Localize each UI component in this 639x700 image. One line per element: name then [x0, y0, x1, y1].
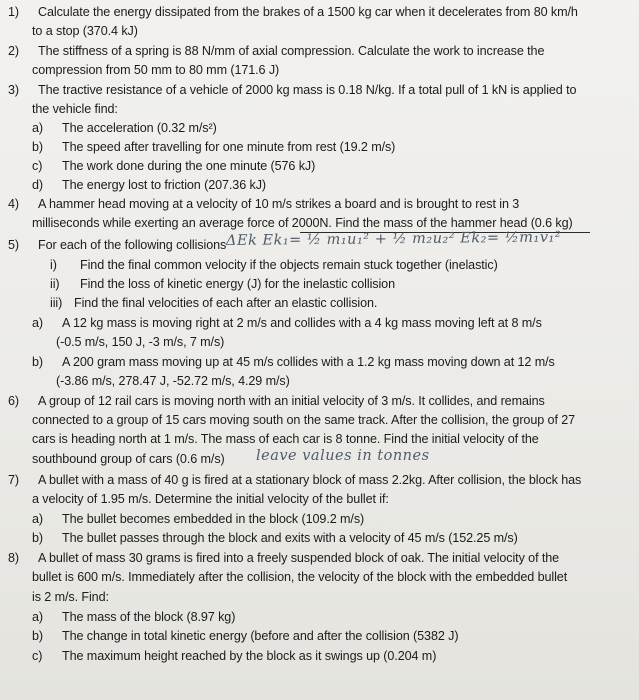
item-text: milliseconds while exerting an average force of 2000N. Find the mass of the hammer head (0.6 kg): [32, 216, 573, 230]
problem-line: [32, 215, 573, 231]
item-text: the vehicle find:: [32, 102, 118, 116]
item-text: A 200 gram mass moving up at 45 m/s collides with a 1.2 kg mass moving down at 12 m/s: [62, 355, 555, 369]
item-text: compression from 50 mm to 80 mm (171.6 J): [32, 63, 280, 77]
problem-line-numbered: [32, 648, 436, 664]
item-text: A group of 12 rail cars is moving north with an initial velocity of 3 m/s. It collides, and remains: [38, 394, 545, 408]
problem-line-numbered: [8, 472, 581, 488]
item-number: a): [32, 610, 43, 624]
problem-line-numbered: [8, 550, 559, 566]
problem-line-numbered: [8, 393, 545, 409]
item-number: 7): [8, 473, 19, 487]
problem-line: [56, 334, 224, 350]
problem-line-numbered: [32, 609, 235, 625]
item-number: 8): [8, 551, 19, 565]
problem-line: [32, 491, 389, 507]
item-text: The bullet becomes embedded in the block (109.2 m/s): [62, 512, 365, 526]
item-text: connected to a group of 15 cars moving south on the same track. After the collision, the group of 27: [32, 413, 576, 427]
problem-line: [32, 101, 118, 117]
handwritten-note-tonnes: leave values in tonnes: [256, 448, 430, 464]
item-text: bullet is 600 m/s. Immediately after the collision, the velocity of the block with the embedded bullet: [32, 570, 568, 584]
item-number: a): [32, 121, 43, 135]
problem-line-numbered: [32, 628, 458, 644]
problem-line: [32, 412, 575, 428]
item-text: The speed after travelling for one minute from rest (19.2 m/s): [62, 140, 396, 154]
problem-line-numbered: [32, 177, 266, 193]
item-number: a): [32, 512, 43, 526]
item-number: ii): [50, 277, 60, 291]
problem-line-numbered: [32, 158, 315, 174]
item-text: cars is heading north at 1 m/s. The mass of each car is 8 tonne. Find the initial velocity of the: [32, 432, 539, 446]
problem-line-numbered: [32, 530, 518, 546]
item-text: The work done during the one minute (576 kJ): [62, 159, 316, 173]
item-number: 1): [8, 5, 19, 19]
item-text: southbound group of cars (0.6 m/s): [32, 452, 225, 466]
item-text: (-0.5 m/s, 150 J, -3 m/s, 7 m/s): [56, 335, 225, 349]
problem-line-numbered: [50, 295, 377, 311]
item-text: to a stop (370.4 kJ): [32, 24, 138, 38]
item-text: The energy lost to friction (207.36 kJ): [62, 178, 266, 192]
problem-line-numbered: [32, 354, 555, 370]
item-number: 2): [8, 44, 19, 58]
item-text: Find the loss of kinetic energy (J) for the inelastic collision: [80, 277, 395, 291]
item-text: Find the final common velocity if the objects remain stuck together (inelastic): [80, 258, 498, 272]
item-text: For each of the following collisions: [38, 238, 227, 252]
item-text: A bullet of mass 30 grams is fired into a freely suspended block of oak. The initial velocity of the: [38, 551, 560, 565]
item-number: i): [50, 258, 57, 272]
item-text: The change in total kinetic energy (before and after the collision (5382 J): [62, 629, 459, 643]
item-number: b): [32, 629, 43, 643]
item-number: b): [32, 140, 43, 154]
problem-line-numbered: [32, 511, 364, 527]
item-text: (-3.86 m/s, 278.47 J, -52.72 m/s, 4.29 m/s): [56, 374, 290, 388]
item-number: 4): [8, 197, 19, 211]
item-text: A bullet with a mass of 40 g is fired at a stationary block of mass 2.2kg. After collision, the block has: [38, 473, 582, 487]
problem-line-numbered: [32, 139, 395, 155]
problem-line-numbered: [8, 196, 519, 212]
problem-line-numbered: [32, 120, 217, 136]
problem-line: [32, 589, 109, 605]
problem-line-numbered: [8, 43, 544, 59]
item-text: Find the final velocities of each after an elastic collision.: [74, 296, 378, 310]
item-number: c): [32, 649, 43, 663]
item-number: 3): [8, 83, 19, 97]
item-text: The stiffness of a spring is 88 N/mm of axial compression. Calculate the work to increase the: [38, 44, 545, 58]
item-text: is 2 m/s. Find:: [32, 590, 109, 604]
item-number: a): [32, 316, 43, 330]
problem-line-numbered: [50, 276, 395, 292]
problem-line-numbered: [8, 4, 578, 20]
item-number: 5): [8, 238, 19, 252]
problem-line-numbered: [8, 237, 226, 253]
item-number: b): [32, 531, 43, 545]
problem-line-numbered: [8, 82, 576, 98]
problem-line-numbered: [50, 257, 498, 273]
item-number: c): [32, 159, 43, 173]
item-text: The mass of the block (8.97 kg): [62, 610, 236, 624]
problem-line: [32, 569, 567, 585]
item-number: b): [32, 355, 43, 369]
problem-line: [32, 431, 539, 447]
problem-line: [56, 373, 290, 389]
item-number: 6): [8, 394, 19, 408]
problem-line: [32, 62, 279, 78]
item-text: The bullet passes through the block and exits with a velocity of 45 m/s (152.25 m/s): [62, 531, 518, 545]
item-text: The maximum height reached by the block as it swings up (0.204 m): [62, 649, 437, 663]
item-text: The acceleration (0.32 m/s²): [62, 121, 217, 135]
problem-line-numbered: [32, 315, 542, 331]
handwritten-kinetic-energy-formula: ΔEk Ek₁= ½ m₁u₁² + ½ m₂u₂² Ek₂= ½m₁v₁²: [225, 229, 562, 249]
item-text: Calculate the energy dissipated from the brakes of a 1500 kg car when it decelerates from 80 km/h: [38, 5, 578, 19]
item-text: A hammer head moving at a velocity of 10 m/s strikes a board and is brought to rest in 3: [38, 197, 520, 211]
item-text: A 12 kg mass is moving right at 2 m/s and collides with a 4 kg mass moving left at 8 m/s: [62, 316, 542, 330]
problem-line: [32, 451, 225, 467]
problem-line: [32, 23, 138, 39]
item-text: The tractive resistance of a vehicle of 2000 kg mass is 0.18 N/kg. If a total pull of 1 kN is applied to: [38, 83, 577, 97]
item-number: iii): [50, 296, 63, 310]
item-text: a velocity of 1.95 m/s. Determine the initial velocity of the bullet if:: [32, 492, 389, 506]
item-number: d): [32, 178, 43, 192]
